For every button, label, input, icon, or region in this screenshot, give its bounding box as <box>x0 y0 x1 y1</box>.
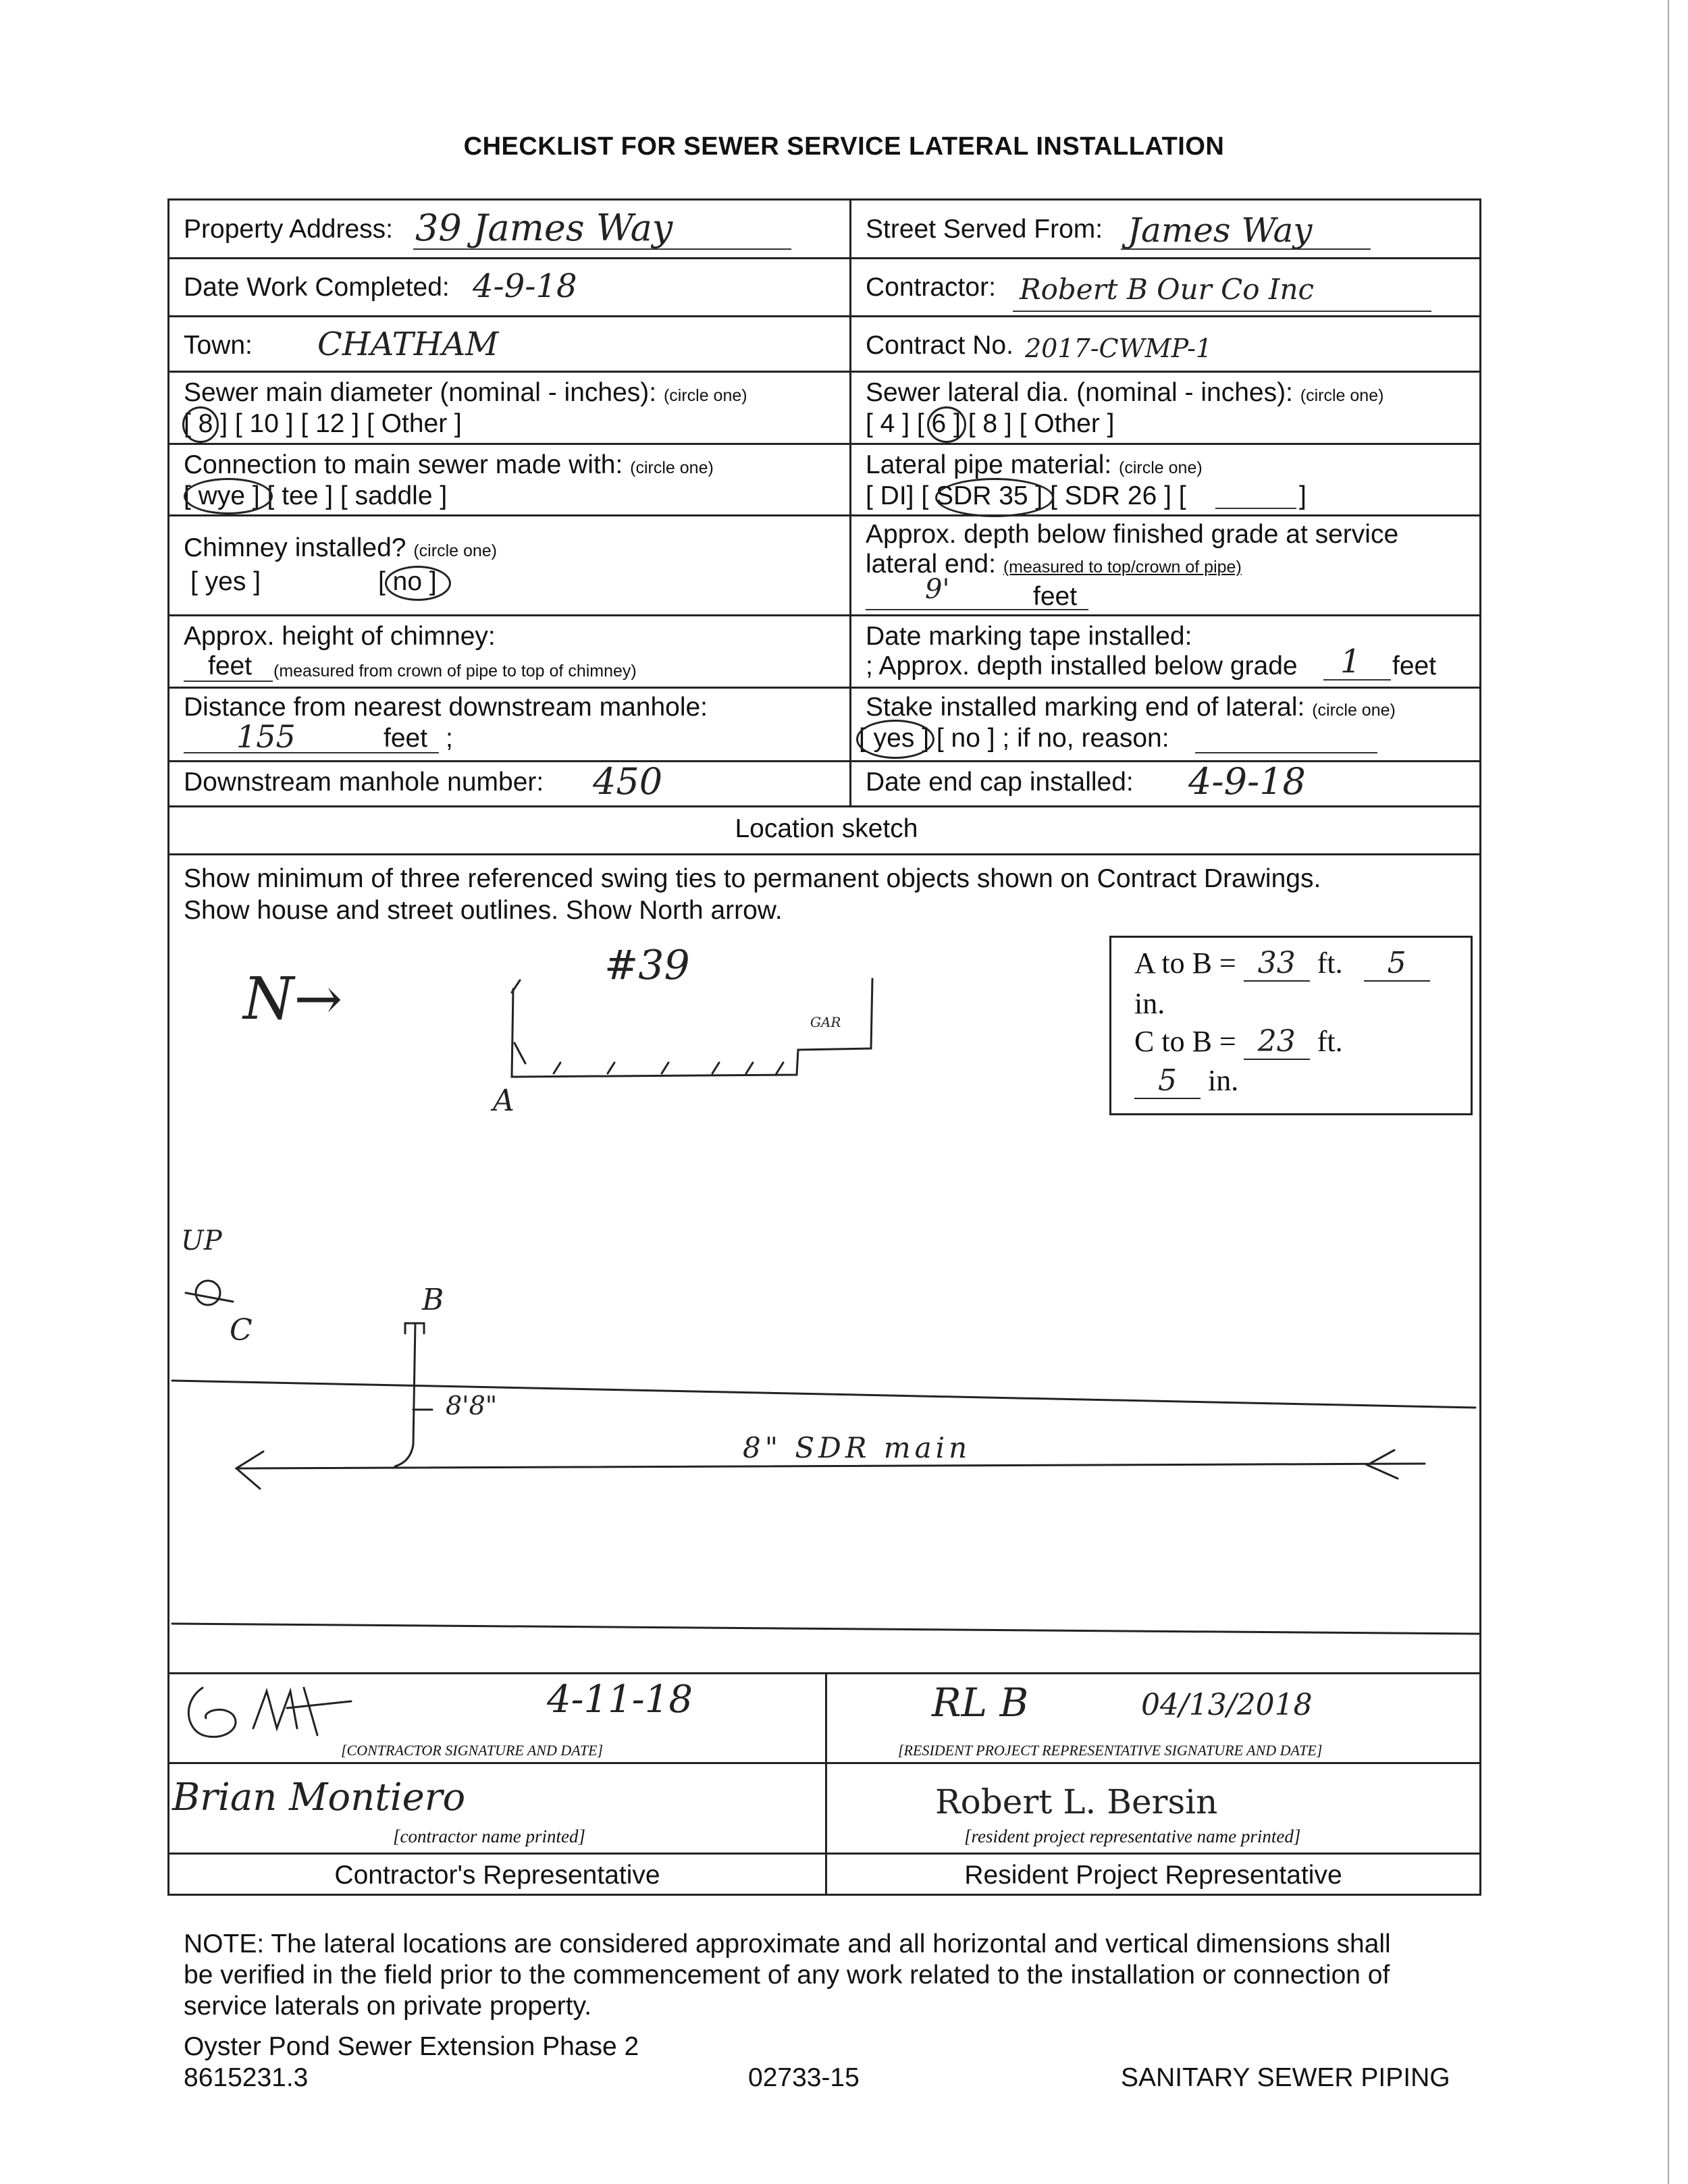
page-title: CHECKLIST FOR SEWER SERVICE LATERAL INSTALLATION <box>463 132 1225 161</box>
section-number: 02733-15 <box>748 2063 860 2092</box>
chimney-yes: [ yes ] <box>190 567 261 596</box>
contractor-label: Contractor: <box>866 273 996 302</box>
a-to-b-in-unit: in. <box>1134 987 1165 1020</box>
note-line-3: service laterals on private property. <box>184 1992 592 2021</box>
garage-label: GAR <box>810 1014 841 1030</box>
circle-one-note: (circle one) <box>663 386 747 405</box>
distance-unit: feet <box>384 724 428 753</box>
c-to-b-inches: 5 <box>1134 1063 1201 1099</box>
contractor-value: Robert B Our Co Inc <box>1020 273 1315 306</box>
c-to-b-in-unit: in. <box>1208 1064 1239 1097</box>
rpr-name-caption: [resident project representative name printed] <box>964 1826 1301 1846</box>
lateral-dia-options: [ 4 ] [ 6 ] [ 8 ] [ Other ] <box>866 409 1115 438</box>
point-a-label: A <box>493 1084 515 1118</box>
contractor-role: Contractor's Representative <box>334 1861 660 1890</box>
up-label: UP <box>181 1225 222 1256</box>
rpr-sig-date: 04/13/2018 <box>1141 1688 1313 1722</box>
main-dia-label: Sewer main diameter (nominal - inches): (circle one) <box>184 378 747 407</box>
scan-edge <box>1668 0 1669 2184</box>
circle-one-note: (circle one) <box>1119 458 1203 477</box>
street-served-value: James Way <box>1128 211 1313 250</box>
stake-options: [ yes ] [ no ] ; if no, reason: <box>859 724 1169 753</box>
connection-options: [ wye ] [ tee ] [ saddle ] <box>184 481 448 510</box>
pipe-material-bracket: ] <box>1299 481 1307 510</box>
contractor-sig-date: 4-11-18 <box>547 1678 693 1722</box>
pipe-material-options: [ DI] [ SDR 35 ] [ SDR 26 ] [ <box>866 481 1186 510</box>
contractor-sig-caption: [CONTRACTOR SIGNATURE AND DATE] <box>341 1742 604 1759</box>
town-label: Town: <box>184 331 253 360</box>
tape-depth-value: 1 <box>1340 643 1361 681</box>
rpr-signature: RL B <box>932 1680 1029 1726</box>
tape-label: Date marking tape installed: <box>866 622 1192 651</box>
c-to-b-label: C to B = <box>1134 1025 1236 1058</box>
c-to-b-feet: 23 <box>1244 1024 1310 1060</box>
sewer-main-label: 8" SDR main <box>743 1431 972 1464</box>
contract-no-value: 2017-CWMP-1 <box>1025 334 1213 363</box>
depth-label-2: lateral end: (measured to top/crown of pipe) <box>866 550 1242 579</box>
depth-note: (measured to top/crown of pipe) <box>1003 558 1242 577</box>
circle-one-note: (circle one) <box>1300 386 1384 405</box>
section-title: SANITARY SEWER PIPING <box>1121 2063 1450 2092</box>
north-arrow: N→ <box>243 965 343 1033</box>
a-to-b-inches: 5 <box>1364 946 1430 982</box>
doc-number: 8615231.3 <box>184 2063 309 2092</box>
tape-depth-unit: feet <box>1392 651 1437 681</box>
main-dia-options: [ 8 ] [ 10 ] [ 12 ] [ Other ] <box>184 409 462 438</box>
distance-sep: ; <box>446 724 453 753</box>
stake-label: Stake installed marking end of lateral: (circle one) <box>866 693 1396 722</box>
rpr-role: Resident Project Representative <box>964 1861 1342 1890</box>
rpr-name-printed: Robert L. Bersin <box>935 1782 1218 1821</box>
house-number: #39 <box>604 942 690 989</box>
connection-label: Connection to main sewer made with: (circle one) <box>184 450 714 479</box>
sketch-instruction-2: Show house and street outlines. Show North arrow. <box>184 896 783 925</box>
distance-label: Distance from nearest downstream manhole: <box>184 693 708 722</box>
c-to-b-ft-unit: ft. <box>1317 1025 1343 1058</box>
note-line-2: be verified in the field prior to the commencement of any work related to the installation or connection of <box>184 1961 1390 1990</box>
depth-label-1: Approx. depth below finished grade at service <box>866 520 1399 549</box>
a-to-b-label: A to B = <box>1134 947 1236 980</box>
chimney-label: Chimney installed? (circle one) <box>184 533 498 562</box>
tape-depth-label: ; Approx. depth installed below grade <box>866 651 1298 681</box>
date-completed-label: Date Work Completed: <box>184 273 450 302</box>
chimney-height-label: Approx. height of chimney: <box>184 622 496 651</box>
tie-dimension-label: 8'8" <box>446 1391 498 1420</box>
sketch-header: Location sketch <box>735 814 918 843</box>
town-value: CHATHAM <box>317 325 499 363</box>
circle-one-note: (circle one) <box>630 458 714 477</box>
date-completed-value: 4-9-18 <box>473 267 577 305</box>
chimney-height-unit: feet <box>208 651 253 681</box>
property-address-label: Property Address: <box>184 215 393 244</box>
contractor-name-caption: [contractor name printed] <box>393 1826 585 1846</box>
manhole-label: Downstream manhole number: <box>184 768 544 797</box>
a-to-b-feet: 33 <box>1244 946 1310 982</box>
point-b-label: B <box>422 1283 444 1317</box>
manhole-value: 450 <box>593 760 663 803</box>
contract-no-label: Contract No. <box>866 331 1013 360</box>
point-c-label: C <box>230 1313 253 1348</box>
pipe-material-label: Lateral pipe material: (circle one) <box>866 450 1203 479</box>
distance-value: 155 <box>236 718 296 755</box>
a-to-b-ft-unit: ft. <box>1317 947 1343 980</box>
street-served-label: Street Served From: <box>866 215 1103 244</box>
lateral-dia-label: Sewer lateral dia. (nominal - inches): (circle one) <box>866 378 1384 407</box>
end-cap-label: Date end cap installed: <box>866 768 1134 797</box>
depth-value: 9' <box>925 574 950 605</box>
contractor-name-printed: Brian Montiero <box>172 1776 466 1819</box>
note-line-1: NOTE: The lateral locations are considered approximate and all horizontal and vertical dimensions shall <box>184 1929 1391 1959</box>
end-cap-value: 4-9-18 <box>1188 760 1306 803</box>
property-address-value: 39 James Way <box>415 207 673 249</box>
chimney-no: [ no ] <box>378 567 437 596</box>
depth-unit: feet <box>1033 582 1078 611</box>
sketch-instruction-1: Show minimum of three referenced swing ties to permanent objects shown on Contract Drawings. <box>184 864 1321 893</box>
circle-one-note: (circle one) <box>413 541 498 560</box>
circle-one-note: (circle one) <box>1312 701 1396 720</box>
rpr-sig-caption: [RESIDENT PROJECT REPRESENTATIVE SIGNATURE AND DATE] <box>898 1742 1323 1759</box>
project-name: Oyster Pond Sewer Extension Phase 2 <box>184 2032 639 2061</box>
chimney-height-note: (measured from crown of pipe to top of chimney) <box>273 662 637 681</box>
